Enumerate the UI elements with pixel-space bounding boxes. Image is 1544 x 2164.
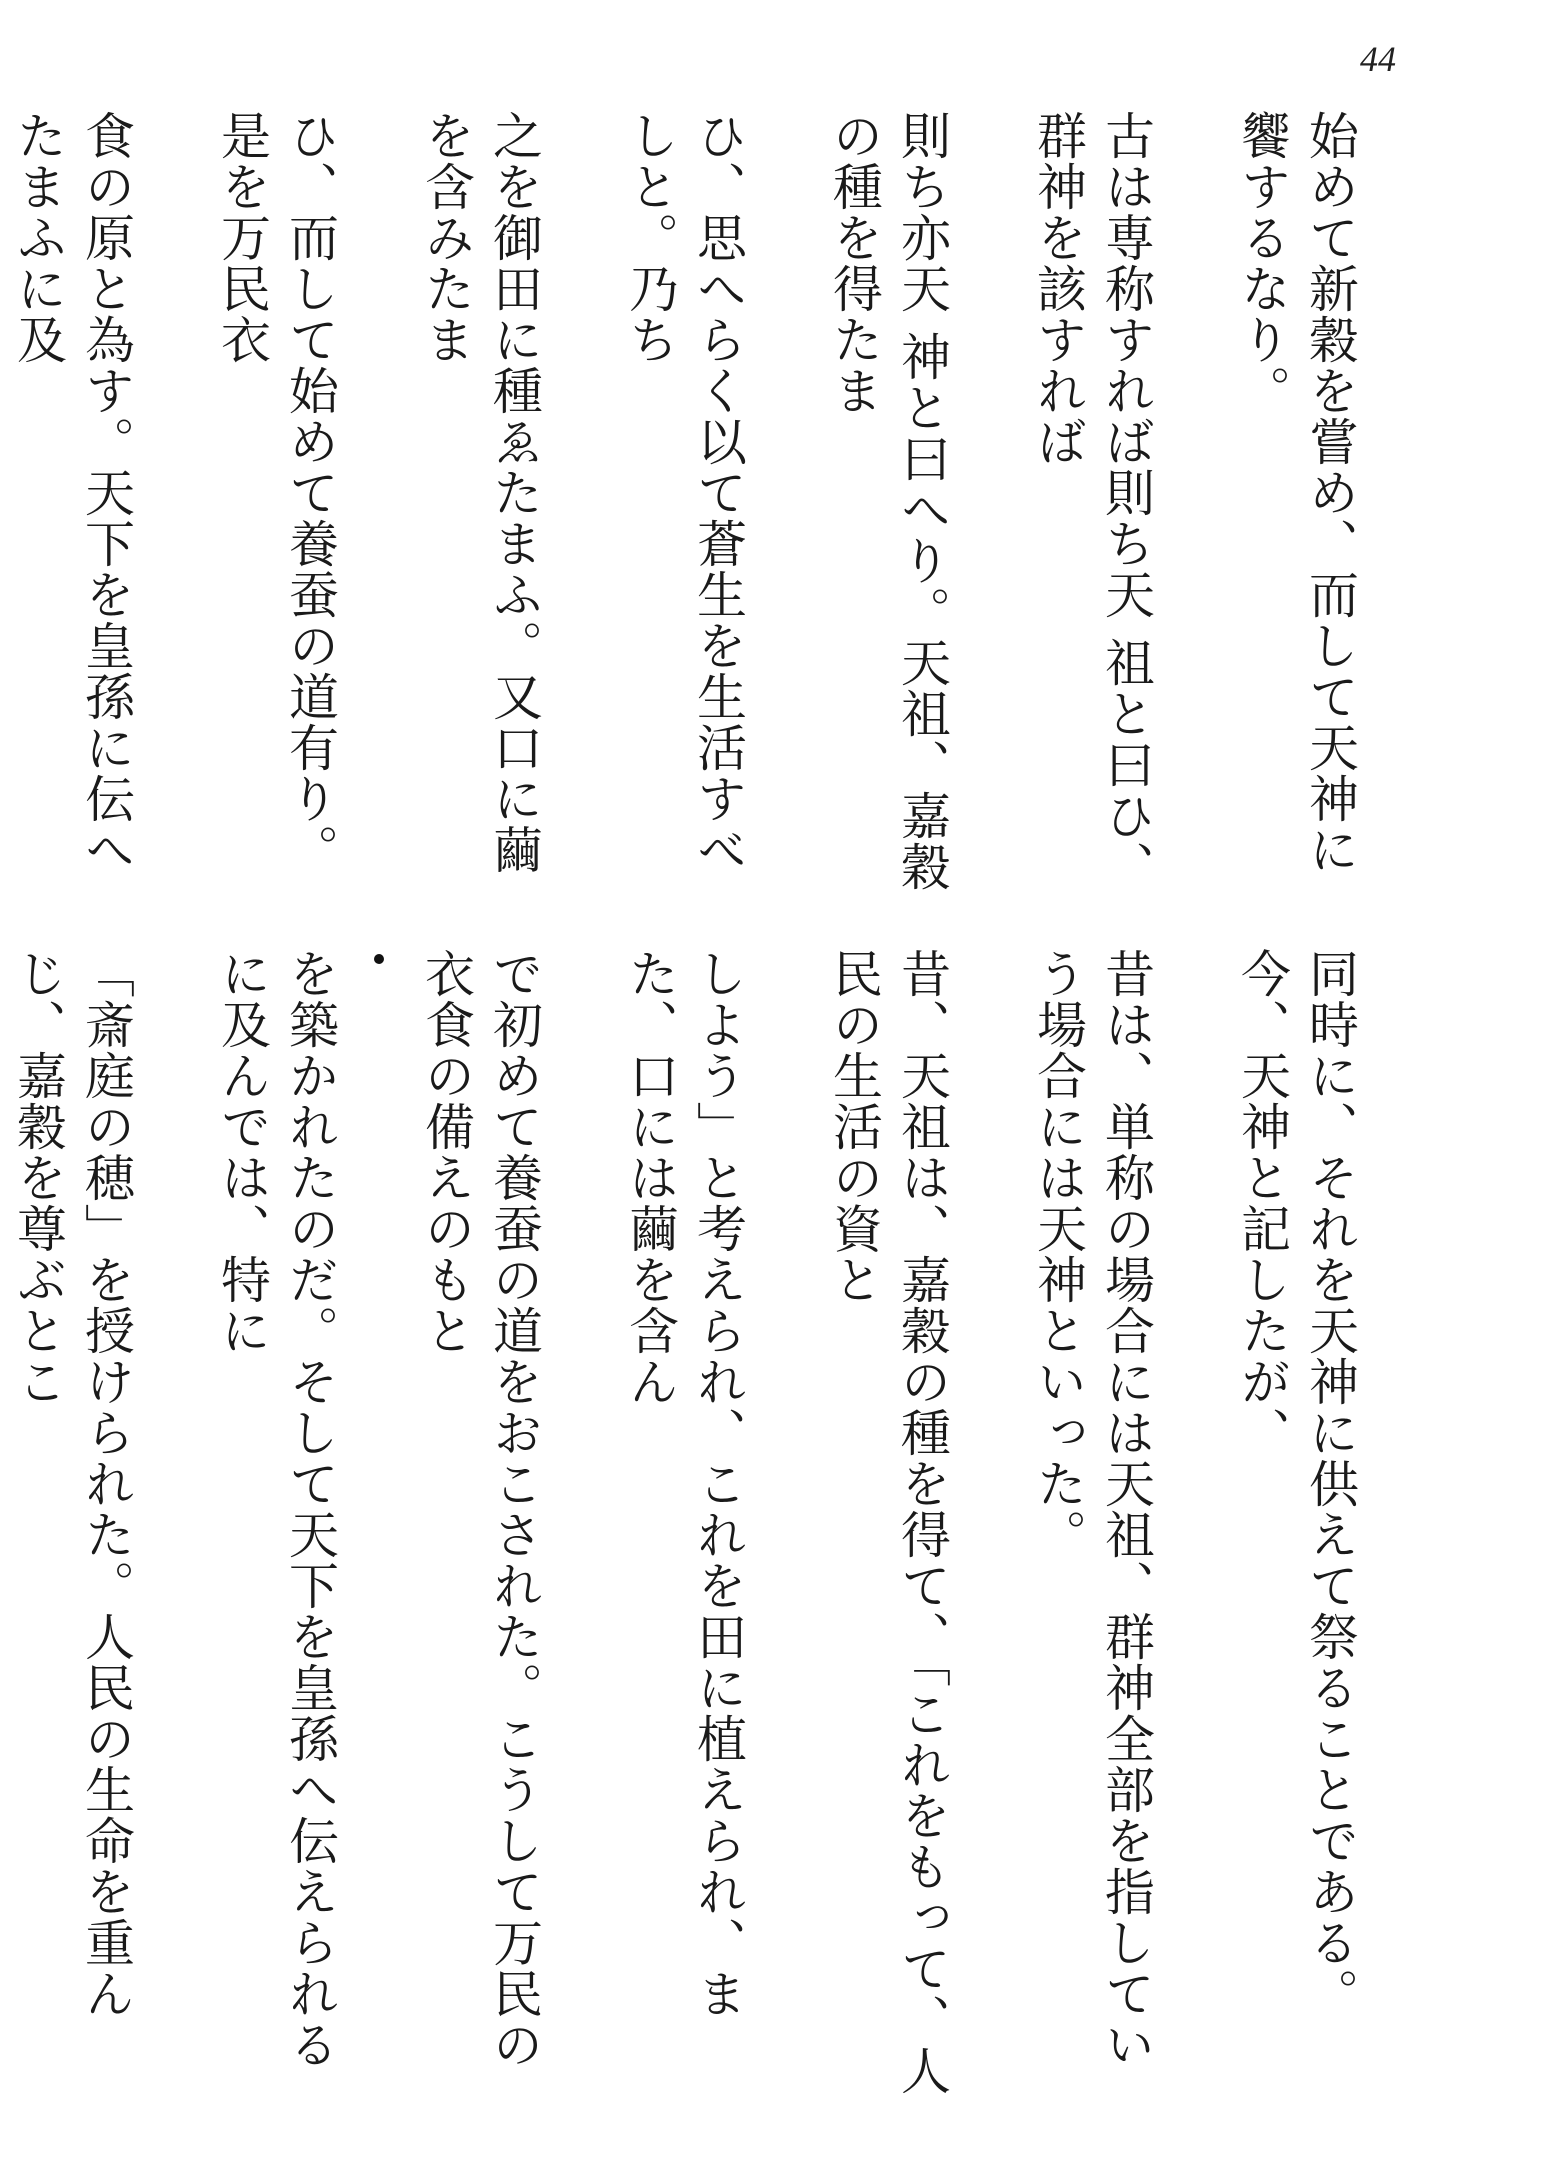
classical-line: 始めて新穀を嘗め、而して天神に饗するなり。 bbox=[1233, 110, 1359, 875]
classical-line: 食の原と為す。天下を皇孫に伝へたまふに及 bbox=[9, 110, 135, 875]
classical-line: 則ち亦天 神と曰へり。天祖、嘉穀の種を得たま bbox=[825, 110, 951, 892]
translation-line: 同時に、それを天神に供えて祭ることである。今、天神と記したが、 bbox=[1233, 948, 1359, 2019]
classical-line: ひ、而して始めて養蚕の道有り。是を万民衣 bbox=[213, 110, 339, 875]
classical-text-block bbox=[9, 110, 1432, 910]
translation-line: を築かれたのだ。そして天下を皇孫へ伝えられるに及んでは、特に bbox=[213, 948, 339, 2070]
translation-line: しよう」と考えられ、これを田に植えられ、また、口には繭を含ん bbox=[621, 948, 747, 2019]
translation-line: 昔、天祖は、嘉穀の種を得て、「これをもって、人民の生活の資と bbox=[825, 948, 951, 2096]
translation-line: 昔は、単称の場合には天祖、群神全部を指していう場合には天神といった。 bbox=[1029, 948, 1155, 2070]
page-number: 44 bbox=[1360, 39, 1396, 79]
translation-line: 「斎庭の穂」を授けられた。人民の生命を重んじ、嘉穀を尊ぶとこ bbox=[9, 948, 135, 2019]
classical-line: ひ、思へらく以て蒼生を生活すべしと。乃ち bbox=[621, 110, 747, 875]
modern-translation-block bbox=[9, 948, 1432, 2098]
translation-line: で初めて養蚕の道をおこされた。こうして万民の衣食の備えのもと bbox=[417, 948, 543, 2070]
classical-line: 古は専称すれば則ち天 祖と曰ひ、群神を該すれば bbox=[1029, 110, 1155, 892]
classical-line: 之を御田に種ゑたまふ。又口に繭を含みたま bbox=[417, 110, 543, 875]
